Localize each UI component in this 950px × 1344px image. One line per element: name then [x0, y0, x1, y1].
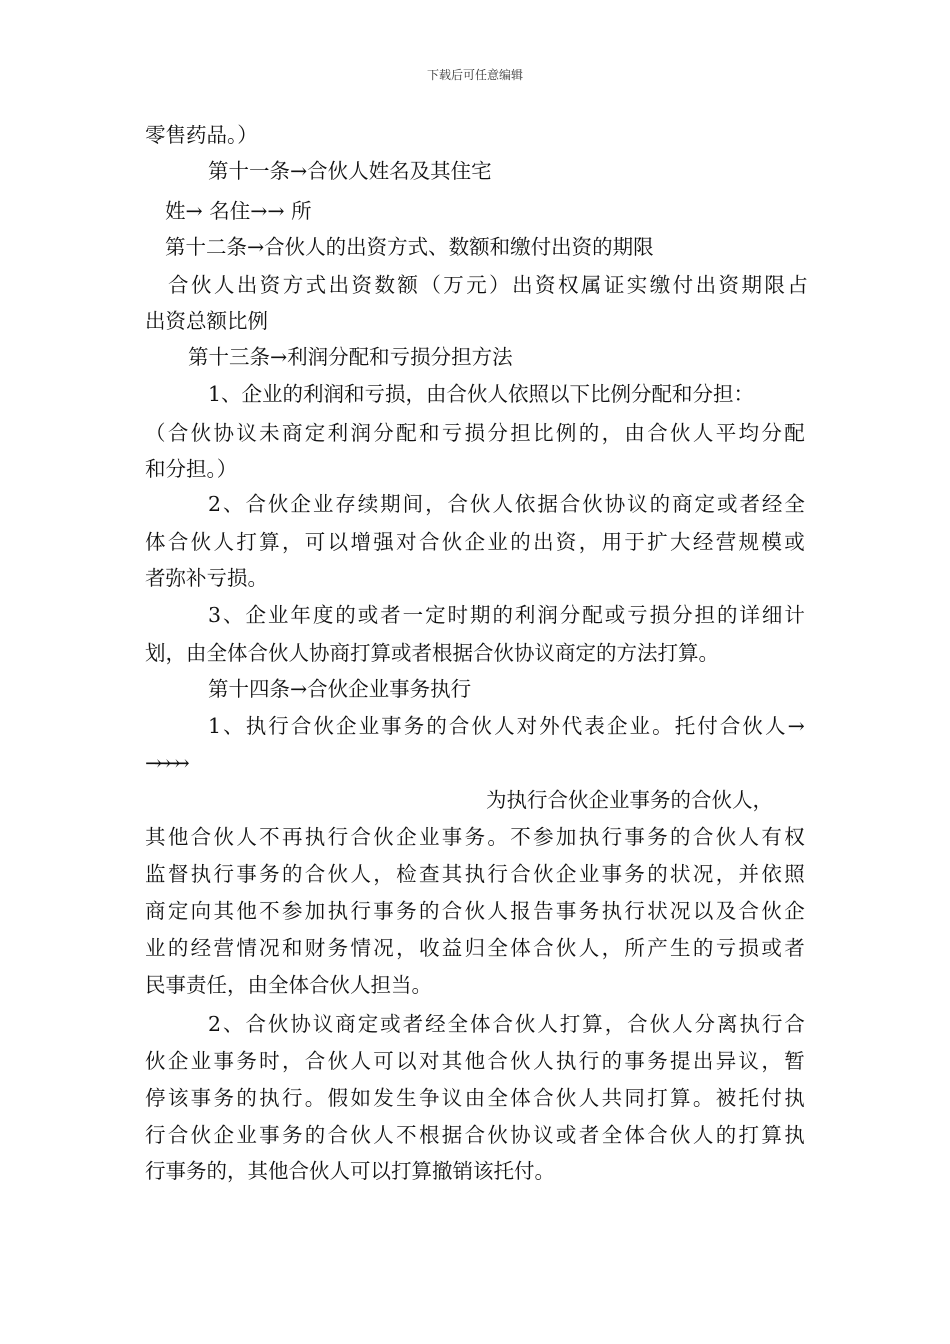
section-heading: 第十三条→利润分配和亏损分担方法 [188, 345, 513, 369]
text-line: 和分担。） [145, 457, 238, 481]
text-line: 3 、 企 业 年 度 的 或 者 一 定 时 期 的 利 润 分 配 或 亏 损 分 担 的 详 细 计 [208, 603, 805, 627]
text-line: 合 伙 人 出 资 方 式 出 资 数 额 （ 万 元 ） 出 资 权 属 证 实 缴 付 出 资 期 限 占 [168, 273, 808, 297]
text-line: 2 、 合 伙 协 议 商 定 或 者 经 全 体 合 伙 人 打 算 ， 合 伙 人 分 离 执 行 合 [208, 1012, 805, 1036]
text-line: 出资总额比例 [145, 309, 268, 333]
text-line: 划，由全体合伙人协商打算或者根据合伙协议商定的方法打算。 [145, 641, 719, 665]
text-line: 停 该 事 务 的 执 行 。 假 如 发 生 争 议 由 全 体 合 伙 人 共 同 打 算 。 被 托 付 执 [145, 1086, 805, 1110]
text-line: →→→→ [145, 751, 182, 775]
page-header: 下载后可任意编辑 [426, 68, 523, 82]
text-line: 1 、 执 行 合 伙 企 业 事 务 的 合 伙 人 对 外 代 表 企 业 。 托 付 合 伙 人 → [208, 714, 805, 738]
section-heading: 第十二条→合伙人的出资方式、数额和缴付出资的期限 [165, 235, 654, 259]
text-line: 为执行合伙企业事务的合伙人， [486, 788, 773, 812]
text-line: 商 定 向 其 他 不 参 加 执 行 事 务 的 合 伙 人 报 告 事 务 执 行 状 况 以 及 合 伙 企 [145, 899, 805, 923]
text-line: 1、企业的利润和亏损，由合伙人依照以下比例分配和分担： [208, 382, 755, 406]
text-line: 2 、 合 伙 企 业 存 续 期 间 ， 合 伙 人 依 据 合 伙 协 议 的 商 定 或 者 经 全 [208, 492, 805, 516]
text-line: 监 督 执 行 事 务 的 合 伙 人 ， 检 查 其 执 行 合 伙 企 业 事 务 的 状 况 ， 并 依 照 [145, 862, 805, 886]
text-line: 者弥补亏损。 [145, 566, 268, 590]
text-line: 行事务的，其他合伙人可以打算撤销该托付。 [145, 1159, 555, 1183]
text-line: 业 的 经 营 情 况 和 财 务 情 况 ， 收 益 归 全 体 合 伙 人 ， 所 产 生 的 亏 损 或 者 [145, 936, 805, 960]
section-heading: 第十四条→合伙企业事务执行 [208, 677, 472, 701]
text-line: 民事责任，由全体合伙人担当。 [145, 973, 432, 997]
text-line: （ 合 伙 协 议 未 商 定 利 润 分 配 和 亏 损 分 担 比 例 的 ， 由 合 伙 人 平 均 分 配 [145, 421, 805, 445]
text-line: 其 他 合 伙 人 不 再 执 行 合 伙 企 业 事 务 。 不 参 加 执 行 事 务 的 合 伙 人 有 权 [145, 825, 805, 849]
section-heading: 第十一条→合伙人姓名及其住宅 [208, 159, 492, 183]
text-line: 零售药品。） [145, 123, 258, 147]
text-line: 体 合 伙 人 打 算 ， 可 以 增 强 对 合 伙 企 业 的 出 资 ， 用 于 扩 大 经 营 规 模 或 [145, 530, 805, 554]
text-line: 行 合 伙 企 业 事 务 的 合 伙 人 不 根 据 合 伙 协 议 或 者 全 体 合 伙 人 的 打 算 执 [145, 1123, 805, 1147]
text-line: 伙 企 业 事 务 时 ， 合 伙 人 可 以 对 其 他 合 伙 人 执 行 的 事 务 提 出 异 议 ， 暂 [145, 1049, 805, 1073]
text-line: 姓→ 名住→→ 所 [165, 199, 312, 223]
